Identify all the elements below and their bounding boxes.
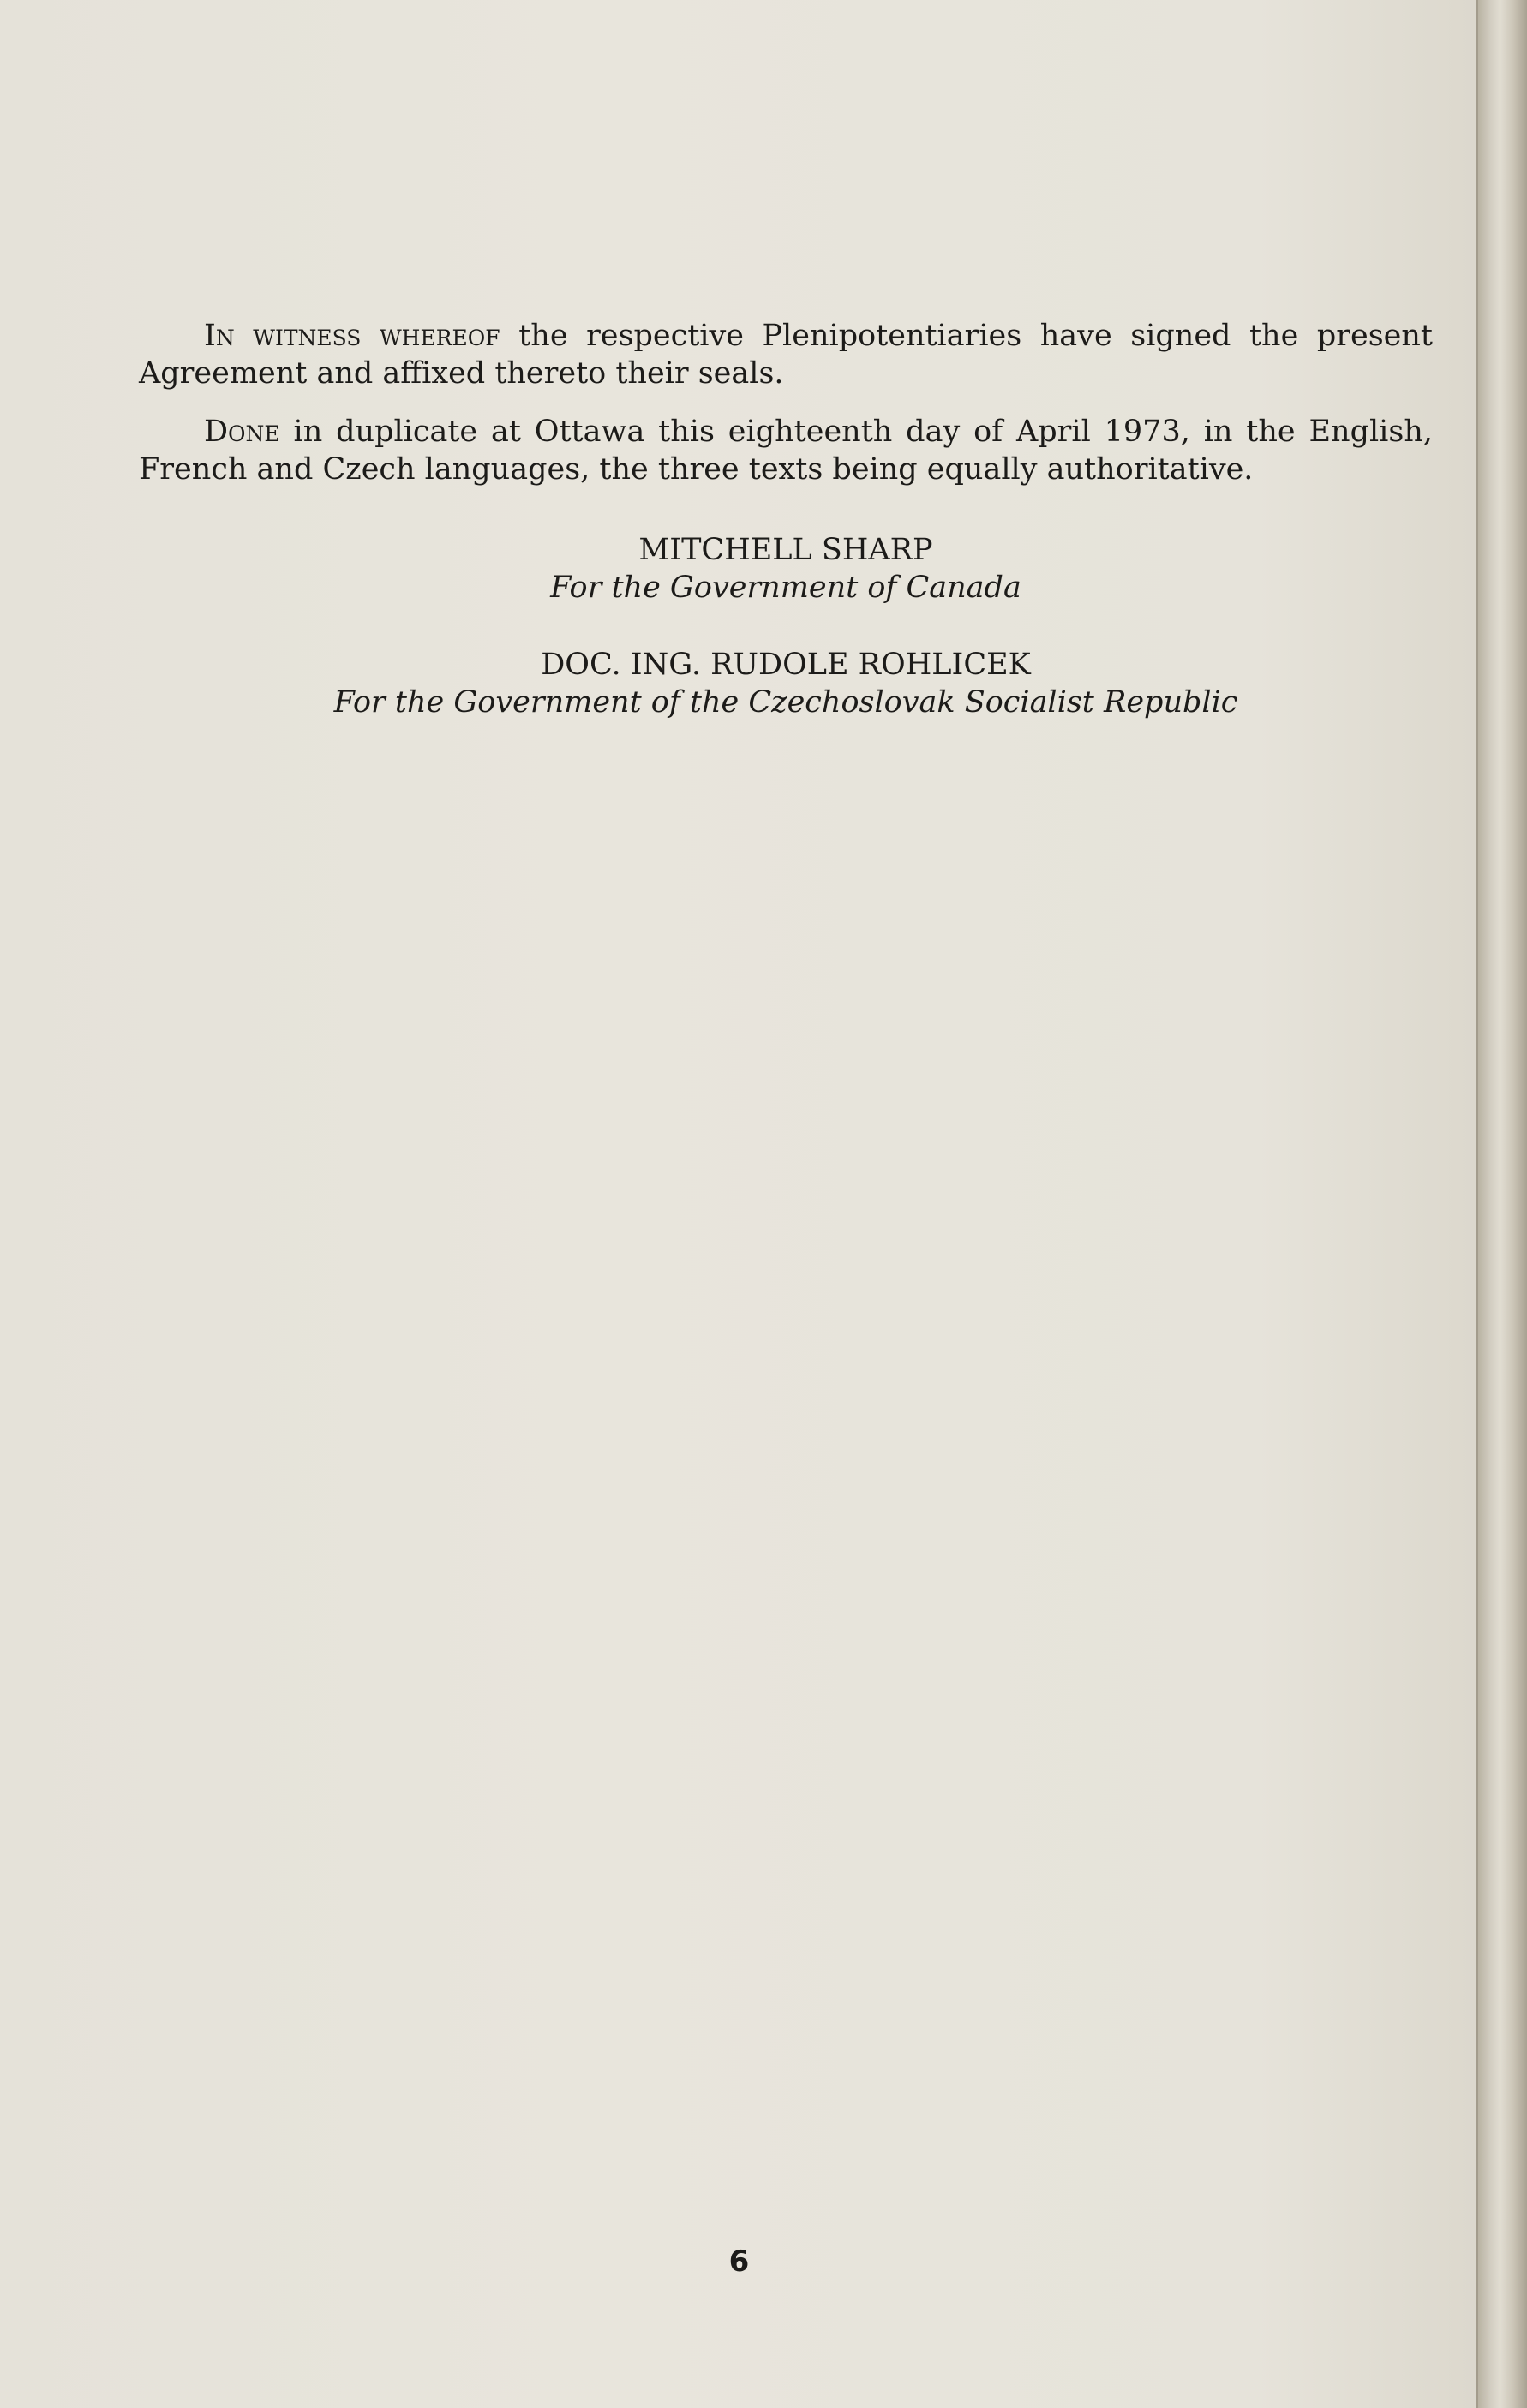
page-content (139, 317, 1433, 721)
signatory-name: MITCHELL SHARP (638, 533, 933, 567)
signature-czechoslovakia (139, 646, 1433, 721)
done-lead: Done (204, 415, 280, 449)
book-spine (1478, 0, 1527, 2408)
signature-canada (139, 531, 1433, 606)
witness-text: the respective Plenipotentiaries have signed the present Agreement and affixed thereto their seals. (139, 319, 1433, 391)
signatory-role: For the Government of the Czechoslovak Socialist Republic (333, 685, 1238, 720)
signatory-role: For the Government of Canada (550, 571, 1021, 605)
page-number: 6 (728, 2244, 750, 2279)
witness-lead: In witness whereof (204, 319, 500, 353)
done-text: in duplicate at Ottawa this eighteenth day of April 1973, in the English, French and Czech languages, the three texts being equally authoritative. (139, 415, 1433, 487)
witness-paragraph (139, 317, 1433, 392)
done-paragraph (139, 413, 1433, 488)
signatory-name: DOC. ING. RUDOLE ROHLICEK (541, 648, 1031, 682)
